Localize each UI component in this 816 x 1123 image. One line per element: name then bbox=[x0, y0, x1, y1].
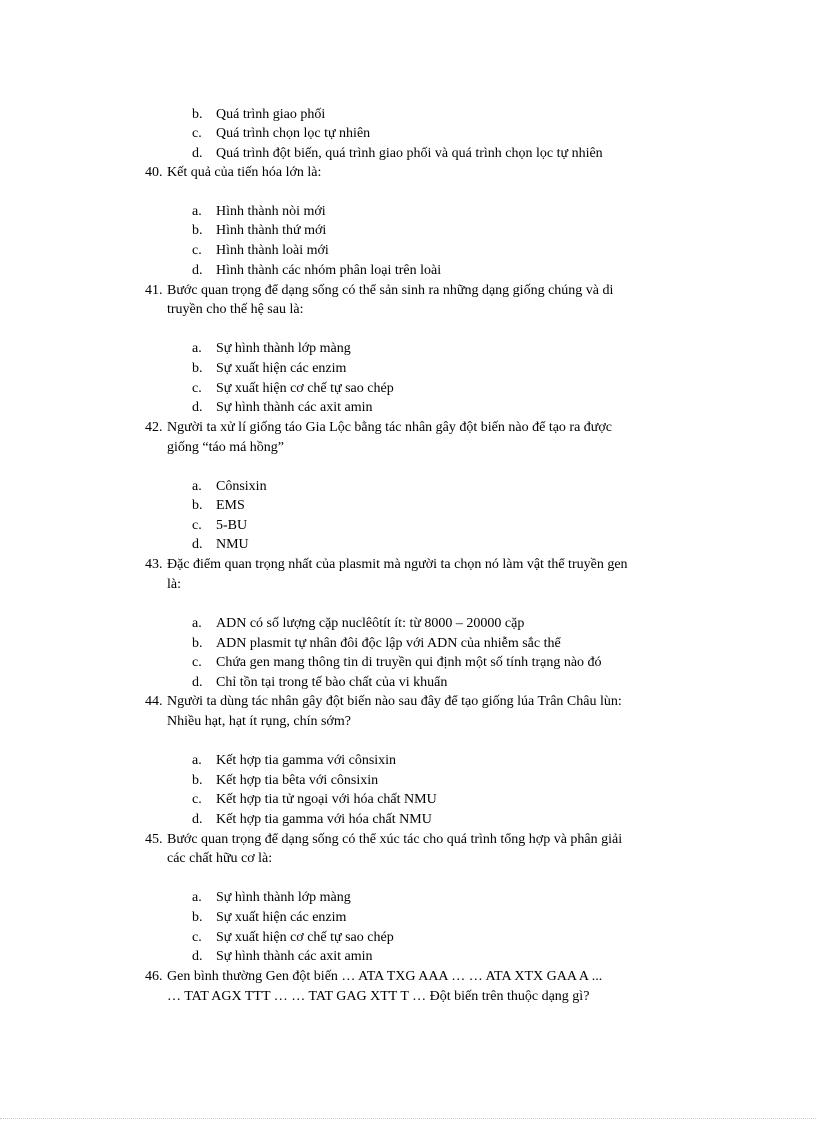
question-text: Đặc điểm quan trọng nhất của plasmit mà người ta chọn nó làm vật thể truyền gen bbox=[167, 557, 628, 572]
option-letter: c. bbox=[192, 792, 202, 807]
option-text: Kết hợp tia tử ngoại với hóa chất NMU bbox=[216, 792, 437, 807]
option-letter: a. bbox=[192, 479, 202, 494]
option-text: Quá trình chọn lọc tự nhiên bbox=[216, 126, 371, 141]
question-text: Người ta xử lí giống táo Gia Lộc bằng tác nhân gây đột biến nào để tạo ra được bbox=[167, 420, 612, 435]
question-text: … TAT AGX TTT … … TAT GAG XTT T … Đột biến trên thuộc dạng gì? bbox=[167, 989, 590, 1004]
question-number: 41. bbox=[145, 283, 163, 298]
option-letter: d. bbox=[192, 675, 203, 690]
option-letter: b. bbox=[192, 223, 203, 238]
option-text: Cônsixin bbox=[216, 479, 267, 494]
question-text: Kết quả của tiến hóa lớn là: bbox=[167, 165, 322, 180]
option-text: Sự xuất hiện cơ chế tự sao chép bbox=[216, 930, 394, 945]
option-text: Sự xuất hiện các enzim bbox=[216, 361, 347, 376]
option-text: ADN có số lượng cặp nuclêôtít ít: từ 8000 – 20000 cặp bbox=[216, 616, 525, 631]
option-letter: a. bbox=[192, 753, 202, 768]
option-letter: d. bbox=[192, 949, 203, 964]
option-letter: d. bbox=[192, 146, 203, 161]
option-letter: c. bbox=[192, 243, 202, 258]
question-number: 42. bbox=[145, 420, 163, 435]
option-letter: c. bbox=[192, 930, 202, 945]
question-text: các chất hữu cơ là: bbox=[167, 851, 273, 866]
option-text: Quá trình giao phối bbox=[216, 107, 326, 122]
question-text: giống “táo má hồng” bbox=[167, 440, 285, 455]
option-letter: a. bbox=[192, 616, 202, 631]
option-letter: c. bbox=[192, 655, 202, 670]
option-letter: a. bbox=[192, 890, 202, 905]
option-letter: b. bbox=[192, 636, 203, 651]
option-text: NMU bbox=[216, 537, 249, 552]
option-letter: c. bbox=[192, 518, 202, 533]
question-text: là: bbox=[167, 577, 181, 592]
option-text: Hình thành các nhóm phân loại trên loài bbox=[216, 263, 442, 278]
option-letter: a. bbox=[192, 341, 202, 356]
option-letter: b. bbox=[192, 773, 203, 788]
option-letter: b. bbox=[192, 361, 203, 376]
option-letter: b. bbox=[192, 498, 203, 513]
question-text: Gen bình thường Gen đột biến … ATA TXG AAA … … ATA XTX GAA A ... bbox=[167, 969, 603, 984]
question-text: Bước quan trọng để dạng sống có thể xúc tác cho quá trình tổng hợp và phân giải bbox=[167, 832, 623, 847]
question-number: 43. bbox=[145, 557, 163, 572]
option-text: Chỉ tồn tại trong tế bào chất của vi khuẩn bbox=[216, 675, 448, 690]
option-text: Sự xuất hiện các enzim bbox=[216, 910, 347, 925]
option-text: Sự hình thành các axit amin bbox=[216, 400, 373, 415]
question-number: 44. bbox=[145, 694, 163, 709]
option-text: Hình thành nòi mới bbox=[216, 204, 326, 219]
question-number: 40. bbox=[145, 165, 163, 180]
option-text: Quá trình đột biến, quá trình giao phối và quá trình chọn lọc tự nhiên bbox=[216, 146, 603, 161]
option-text: ADN plasmit tự nhân đôi độc lập với ADN của nhiễm sắc thể bbox=[216, 636, 561, 651]
option-letter: d. bbox=[192, 812, 203, 827]
option-letter: d. bbox=[192, 263, 203, 278]
option-letter: a. bbox=[192, 204, 202, 219]
question-text: Nhiều hạt, hạt ít rụng, chín sớm? bbox=[167, 714, 351, 729]
question-number: 45. bbox=[145, 832, 163, 847]
option-letter: d. bbox=[192, 537, 203, 552]
option-text: Kết hợp tia bêta với cônsixin bbox=[216, 773, 379, 788]
option-text: Kết hợp tia gamma với hóa chất NMU bbox=[216, 812, 432, 827]
question-text: truyền cho thế hệ sau là: bbox=[167, 302, 304, 317]
option-text: Sự hình thành lớp màng bbox=[216, 341, 351, 356]
question-number: 46. bbox=[145, 969, 163, 984]
option-letter: c. bbox=[192, 126, 202, 141]
option-letter: d. bbox=[192, 400, 203, 415]
option-text: Sự hình thành các axit amin bbox=[216, 949, 373, 964]
option-text: EMS bbox=[216, 498, 245, 513]
option-letter: c. bbox=[192, 381, 202, 396]
option-text: Sự hình thành lớp màng bbox=[216, 890, 351, 905]
option-text: Hình thành thứ mới bbox=[216, 223, 327, 238]
option-text: Kết hợp tia gamma với cônsixin bbox=[216, 753, 397, 768]
question-text: Người ta dùng tác nhân gây đột biến nào sau đây để tạo giống lúa Trân Châu lùn: bbox=[167, 694, 622, 709]
option-text: Sự xuất hiện cơ chế tự sao chép bbox=[216, 381, 394, 396]
option-letter: b. bbox=[192, 910, 203, 925]
page-bottom-divider bbox=[0, 1118, 816, 1119]
option-text: Chứa gen mang thông tin di truyền qui định một số tính trạng nào đó bbox=[216, 655, 602, 670]
option-letter: b. bbox=[192, 107, 203, 122]
question-text: Bước quan trọng để dạng sống có thể sản sinh ra những dạng giống chúng và di bbox=[167, 283, 614, 298]
option-text: 5-BU bbox=[216, 518, 248, 533]
option-text: Hình thành loài mới bbox=[216, 243, 329, 258]
